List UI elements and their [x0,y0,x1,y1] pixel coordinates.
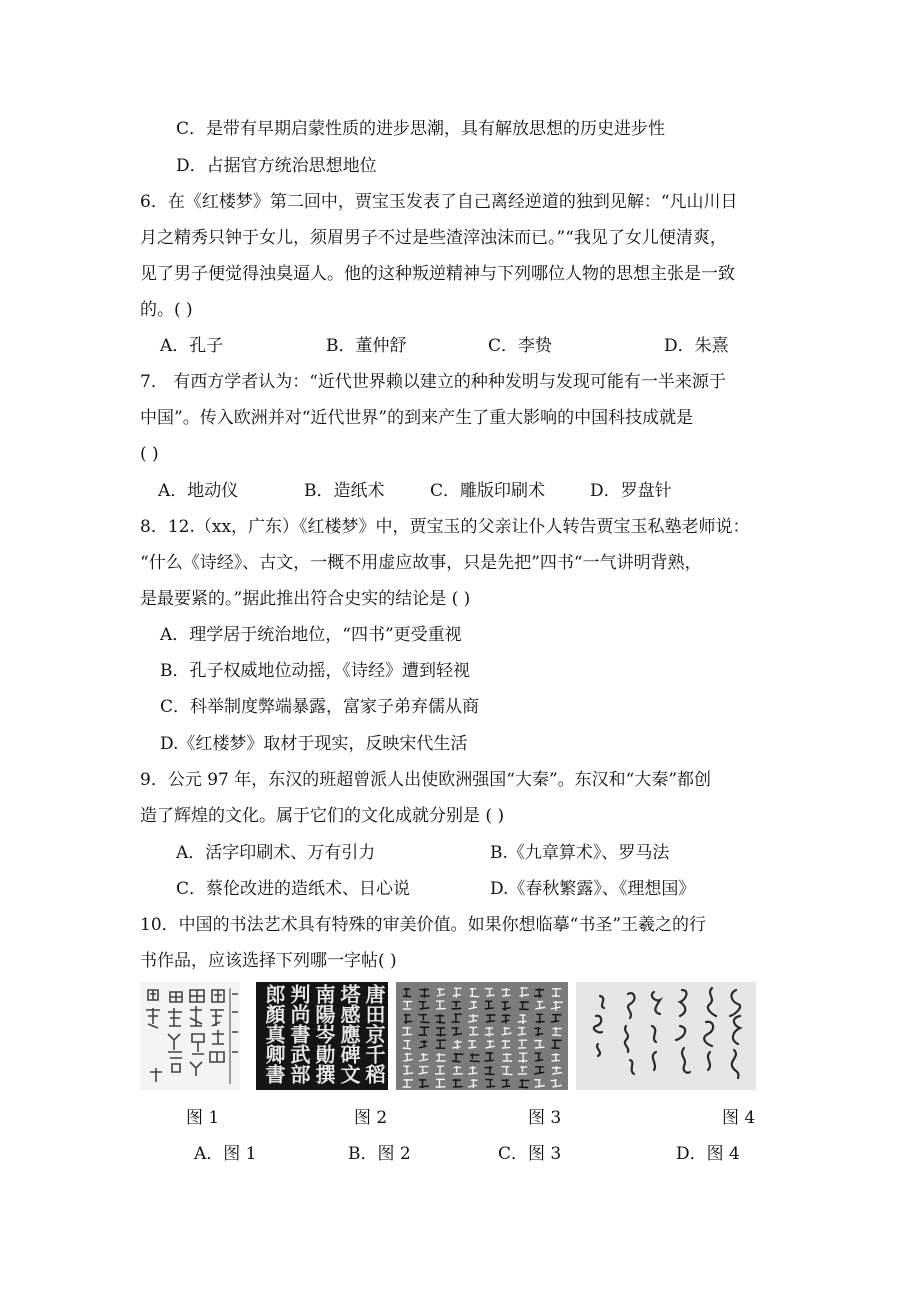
figure-3-glyph [552,1027,561,1035]
q10-option-d: D．图 4 [676,1144,740,1164]
figure-3-glyph [436,1079,446,1088]
figure-2-column: 塔感應碑文 [337,984,361,1084]
q8-option-c: C．科举制度弊端暴露，富家子弟弃儒从商 [160,697,480,717]
figure-3-glyph [419,1040,428,1048]
figure-3-glyph [453,988,462,998]
figure-3-glyph [535,1001,545,1009]
figure-2-column: 郎顏真卿書 [262,984,286,1084]
q9-option-d: D.《春秋繁露》、《理想国》 [490,879,696,899]
q8-stem-line2: “什么《诗经》、古文，一概不用虚应故事，只是先把”四书“一气讲明背熟， [140,553,702,573]
q9-stem-line2: 造了辉煌的文化。属于它们的文化成就分别是 ( ) [140,806,505,826]
q6-option-b: B．董仲舒 [326,336,407,356]
figure-3-glyph [518,1053,527,1063]
figure-3-glyph [436,1040,446,1049]
figure-2-column: 判尚書武部 [287,984,311,1084]
figure-3-glyph [534,1079,544,1088]
figure-3-glyph [470,988,480,997]
figure-3-glyph [453,1079,463,1087]
q7-stem-line3: ( ) [140,444,159,464]
figure-3-glyph [501,1014,510,1023]
q10-option-b: B．图 2 [348,1144,411,1164]
figure-3-glyph [534,988,544,998]
figure-3-glyph [452,1014,462,1022]
q7-option-b: B．造纸术 [304,481,385,501]
q6-stem-line2: 月之精秀只钟于女儿，须眉男子不过是些渣滓浊沫而已。”“我见了女儿便清爽， [140,228,727,248]
figure-3-glyph [486,1014,496,1022]
figure-3-glyph [403,1079,413,1087]
figure-3-glyph [453,1066,463,1074]
figure-2-caption: 图 2 [354,1108,388,1128]
q10-stem-line2: 书作品，应该选择下列哪一字帖( ) [140,951,397,971]
q9-option-b: B.《九章算术》、罗马法 [490,843,670,863]
figure-3-glyph [452,1053,463,1062]
figure-3-glyph [452,1027,462,1035]
figure-3-glyph [419,1001,430,1009]
q5-option-d: D．占据官方统治思想地位 [176,156,377,176]
figure-4-cursive-script-image [576,982,756,1090]
figure-1-caption: 图 1 [186,1108,220,1128]
q7-option-a: A．地动仪 [158,481,239,501]
figure-3-glyph [502,1040,510,1048]
figure-3-glyph [419,1066,429,1074]
q7-stem-line1: 7． 有西方学者认为：“近代世界赖以建立的种种发明与发现可能有一半来源于 [140,372,726,392]
figure-3-glyph [503,1053,512,1061]
figure-3-glyph [403,1066,413,1075]
figure-3-glyph [419,1079,429,1088]
figure-3-glyph [485,1066,495,1075]
figure-3-glyph [552,988,561,997]
figure-2-stele-rubbing-image [256,982,388,1090]
figure-3-glyph [468,1014,478,1022]
figure-3-glyph [485,988,495,996]
q9-option-a: A．活字印刷术、万有引力 [176,843,376,863]
q8-option-d: D.《红楼梦》取材于现实，反映宋代生活 [160,734,468,754]
figure-3-glyph [518,1040,527,1048]
figure-3-glyph [419,988,429,998]
q10-option-a: A．图 1 [194,1144,257,1164]
figure-3-glyph [404,1014,413,1024]
figure-3-glyph [501,1066,512,1075]
q7-option-c: C．雕版印刷术 [430,481,546,501]
figure-3-glyph [436,1001,446,1009]
figure-3-caption: 图 3 [528,1108,562,1128]
figure-3-glyph [518,1014,527,1024]
q5-option-c: C．是带有早期启蒙性质的进步思潮，具有解放思想的历史进步性 [176,119,666,139]
figure-3-glyph [419,1027,430,1035]
figure-3-glyph [534,1040,544,1048]
figure-3-glyph [403,988,411,997]
figure-3-glyph [436,1027,446,1037]
figure-3-glyph [519,988,529,997]
figure-3-glyph [435,1014,445,1024]
figure-3-glyph [468,1040,476,1048]
figure-3-glyph [485,1027,494,1036]
figure-3-glyph [485,1053,494,1061]
q8-option-b: B．孔子权威地位动摇，《诗经》遭到轻视 [160,661,470,681]
q6-option-c: C．李贽 [488,336,553,356]
figure-3-glyph [551,1079,562,1087]
figure-3-glyph [551,1001,563,1011]
figure-3-glyph [501,1001,510,1011]
figure-3-glyph [436,1053,446,1061]
figure-3-glyph [534,1053,543,1061]
figure-1-seal-script-image [140,982,240,1090]
figure-3-glyph [470,1053,480,1062]
figure-3-glyph [419,1014,430,1023]
figure-3-glyph [452,1040,461,1049]
figure-3-glyph [485,1040,495,1048]
q10-option-c: C．图 3 [498,1144,562,1164]
q8-option-a: A．理学居于统治地位，“四书”更受重视 [160,625,462,645]
q6-stem-line1: 6．在《红楼梦》第二回中，贾宝玉发表了自己离经逆道的独到见解：“凡山川日 [140,192,738,212]
figure-2-column: 唐田京千稻 [362,984,386,1084]
q8-stem-line1: 8．12.（xx，广东）《红楼梦》中，贾宝玉的父亲让仆人转告贾宝玉私塾老师说： [140,517,750,537]
figure-3-glyph [435,1066,445,1074]
figure-3-glyph [519,1079,530,1088]
figure-3-glyph [485,1001,494,1009]
figure-3-glyph [469,1027,479,1035]
figure-3-glyph [468,1066,477,1074]
q6-option-d: D．朱熹 [664,336,729,356]
figure-3-glyph [437,988,445,996]
figure-3-glyph [518,1027,526,1035]
q9-stem-line1: 9．公元 97 年，东汉的班超曾派人出使欧洲强国“大秦”。东汉和“大秦”都创 [140,770,712,790]
figure-3-glyph [468,1001,476,1009]
figure-3-glyph [402,1027,412,1035]
q7-option-d: D．罗盘针 [590,481,672,501]
figure-3-glyph [534,1066,544,1074]
figure-3-glyph [403,1001,412,1009]
figure-3-glyph [552,1040,562,1049]
figure-3-glyph [551,1053,559,1061]
figure-3-glyph [534,1027,543,1036]
q10-stem-line1: 10．中国的书法艺术具有特殊的审美价值。如果你想临摹“书圣”王羲之的行 [140,915,707,935]
figure-3-glyph [404,1053,413,1061]
figure-3-glyph [468,1079,477,1088]
figure-4-caption: 图 4 [722,1108,756,1128]
figure-3-glyph [502,1027,512,1035]
q7-stem-line2: 中国”。传入欧洲并对“近代世界”的到来产生了重大影响的中国科技成就是 [140,408,694,428]
figure-3-glyph [552,1066,562,1074]
figure-3-glyph [551,1014,562,1022]
figure-3-glyph [502,1079,511,1087]
figure-3-glyph [452,1001,461,1009]
figure-3-running-script-rubbing-image [396,982,568,1090]
figure-3-glyph [536,1014,545,1023]
figure-3-glyph [403,1040,411,1049]
q6-stem-line3: 见了男子便觉得浊臭逼人。他的这种叛逆精神与下列哪位人物的思想主张是一致 [140,264,735,284]
q9-option-c: C．蔡伦改进的造纸术、日心说 [176,879,411,899]
q8-stem-line3: 是最要紧的。”据此推出符合史实的结论是 ( ) [140,589,471,609]
q6-stem-line4: 的。( ) [140,300,193,320]
figure-3-glyph [485,1079,495,1088]
figure-3-glyph [519,1001,529,1010]
figure-3-glyph [419,1053,428,1061]
figure-3-glyph [518,1066,527,1074]
figure-2-column: 南陽岑勛撰 [312,984,336,1084]
figure-3-glyph [502,988,511,996]
q6-option-a: A．孔子 [160,336,224,356]
